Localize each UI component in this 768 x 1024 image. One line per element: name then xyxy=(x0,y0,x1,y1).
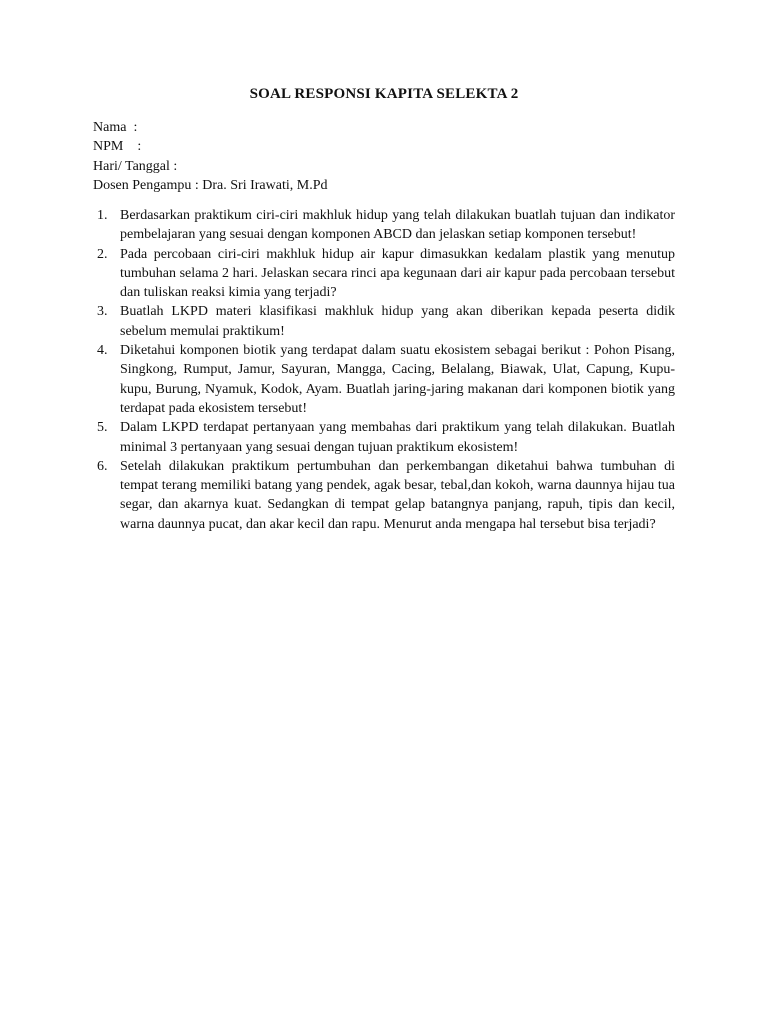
question-number: 2. xyxy=(97,246,108,262)
field-nama-label: Nama xyxy=(93,120,127,135)
field-npm-sep: : xyxy=(137,139,142,155)
field-dosen-sep: : xyxy=(194,177,199,193)
question-text: Berdasarkan praktikum ciri-ciri makhluk hidup yang telah dilakukan buatlah tujuan dan indikator pembelajaran yang sesuai dengan komponen ABCD dan jelaskan setiap komponen tersebut! xyxy=(120,208,675,243)
field-hari-tanggal-sep: : xyxy=(173,158,178,174)
question-number: 5. xyxy=(97,420,108,436)
field-dosen-label: Dosen Pengampu xyxy=(93,177,192,193)
question-item xyxy=(93,418,675,457)
question-item xyxy=(93,341,675,418)
question-number: 6. xyxy=(97,458,108,474)
question-text: Buatlah LKPD materi klasifikasi makhluk hidup yang akan diberikan kepada peserta didik sebelum memulai praktikum! xyxy=(120,304,675,339)
field-npm-label: NPM xyxy=(93,139,124,155)
question-number: 4. xyxy=(97,343,108,359)
field-hari-tanggal xyxy=(93,157,327,176)
question-text: Setelah dilakukan praktikum pertumbuhan dan perkembangan diketahui bahwa tumbuhan di tempat terang memiliki batang yang pendek, agak besar, tebal,dan kokoh, warna daunnya hijau tua segar, dan akarnya kuat. Sedangkan di tempat gelap batangnya panjang, rapuh, tipis dan kecil, warna daunnya pucat, dan akar kecil dan rapu. Menurut anda mengapa hal tersebut bisa terjadi? xyxy=(120,458,675,532)
field-dosen-value: Dra. Sri Irawati, M.Pd xyxy=(202,177,328,193)
question-number: 1. xyxy=(97,208,108,223)
field-dosen-pengampu xyxy=(93,176,327,195)
field-hari-tanggal-label: Hari/ Tanggal xyxy=(93,158,170,174)
field-nama xyxy=(93,118,327,137)
info-block xyxy=(93,118,327,195)
question-number: 3. xyxy=(97,304,108,320)
field-nama-sep: : xyxy=(133,120,138,135)
question-item xyxy=(93,457,675,534)
question-text: Pada percobaan ciri-ciri makhluk hidup air kapur dimasukkan kedalam plastik yang menutup tumbuhan selama 2 hari. Jelaskan secara rinci apa kegunaan dari air kapur pada percobaan tersebut dan tuliskan reaksi kimia yang terjadi? xyxy=(120,246,675,301)
field-npm xyxy=(93,137,327,156)
question-list xyxy=(93,206,675,534)
document-title: SOAL RESPONSI KAPITA SELEKTA 2 xyxy=(249,86,519,102)
question-item xyxy=(93,245,675,303)
question-text: Diketahui komponen biotik yang terdapat dalam suatu ekosistem sebagai berikut : Pohon Pisang, Singkong, Rumput, Jamur, Sayuran, Mangga, Cacing, Belalang, Biawak, Ulat, Capung, Kupu-kupu, Burung, Nyamuk, Kodok, Ayam. Buatlah jaring-jaring makanan dari komponen biotik yang terdapat pada ekosistem tersebut! xyxy=(120,343,675,416)
question-item xyxy=(93,302,675,341)
question-text: Dalam LKPD terdapat pertanyaan yang membahas dari praktikum yang telah dilakukan. Buatlah minimal 3 pertanyaan yang sesuai dengan tujuan praktikum ekosistem! xyxy=(120,420,675,455)
question-item xyxy=(93,206,675,245)
